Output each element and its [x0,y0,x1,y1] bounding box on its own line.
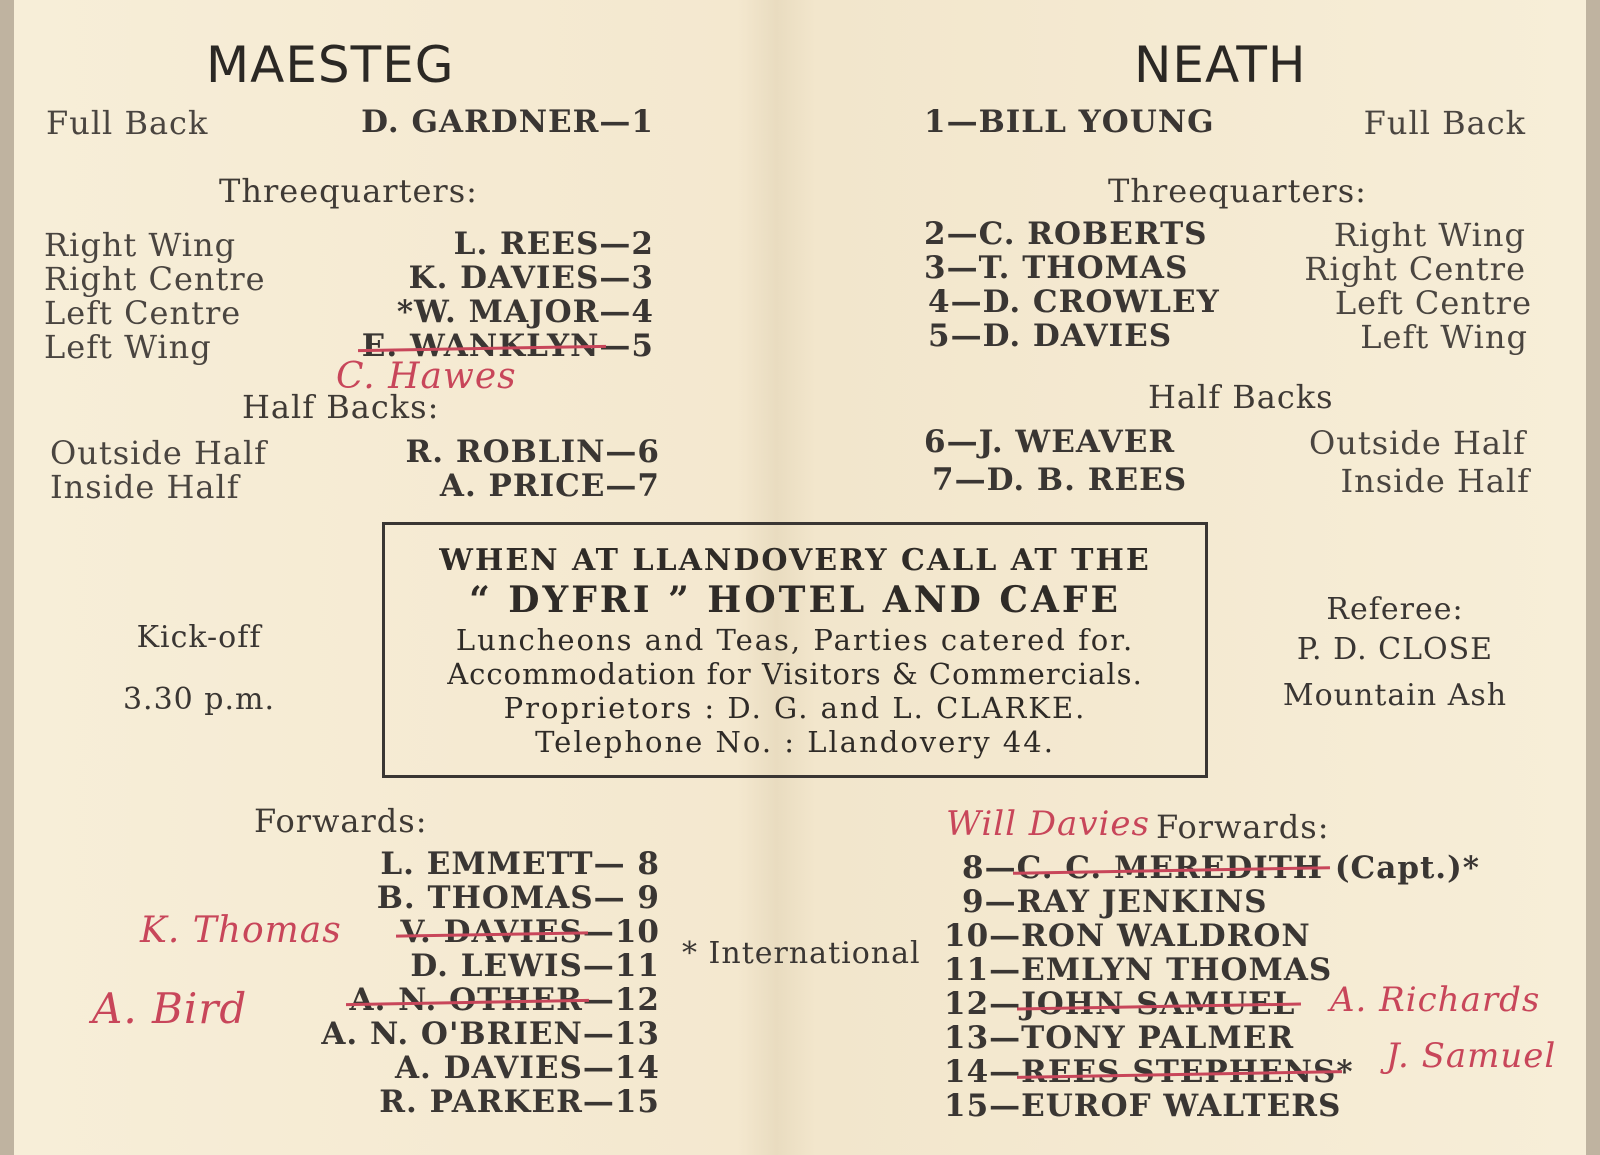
neath-tq-player-4: 5—D. DAVIES [928,318,1173,354]
struck-name: REES STEPHENS [1021,1054,1337,1090]
neath-hb-position-2: Inside Half [1340,462,1530,500]
maesteg-hb-player-2: A. PRICE—7 [439,468,660,504]
neath-hb-player-1: 6—J. WEAVER [924,424,1176,460]
advert-line: “ DYFRI ” HOTEL AND CAFE [469,579,1121,621]
neath-forward: 12—JOHN SAMUEL [944,986,1296,1022]
struck-name: V. DAVIES [400,914,583,950]
neath-forward: 14—REES STEPHENS* [944,1054,1354,1090]
maesteg-forward: A. N. O'BRIEN—13 [321,1016,660,1052]
advert-line: Luncheons and Teas, Parties catered for. [455,623,1135,657]
neath-forward: 13—TONY PALMER [944,1020,1295,1056]
advert-line: WHEN AT LLANDOVERY CALL AT THE [439,543,1151,578]
maesteg-hb-position-2: Inside Half [50,468,240,506]
struck-name: C. C. MEREDITH [1016,850,1324,886]
maesteg-tq-player-1: L. REES—2 [453,226,654,262]
maesteg-hb-position-1: Outside Half [50,434,268,472]
advert-line: Telephone No. : Llandovery 44. [535,725,1055,759]
handwritten-replacement: A. Bird [92,984,248,1033]
advert-box [382,522,1208,778]
neath-halfbacks-heading: Half Backs [1148,378,1334,416]
neath-tq-player-2: 3—T. THOMAS [924,250,1189,286]
neath-hb-position-1: Outside Half [1308,424,1526,462]
maesteg-tq-player-2: K. DAVIES—3 [408,260,654,296]
referee-town: Mountain Ash [1282,678,1508,713]
international-note: * International [682,936,921,971]
maesteg-forward: V. DAVIES—10 [400,914,660,950]
handwritten-replacement: C. Hawes [336,356,517,397]
neath-tq-position-1: Right Wing [1333,216,1526,254]
maesteg-tq-player-3: *W. MAJOR—4 [396,294,654,330]
advert-line: Accommodation for Visitors & Commercials. [447,657,1143,691]
neath-forward: 11—EMLYN THOMAS [944,952,1333,988]
struck-name: E. WANKLYN [361,328,600,364]
maesteg-tq-position-1: Right Wing [44,226,237,264]
handwritten-replacement: J. Samuel [1386,1036,1557,1076]
neath-fullback-position: Full Back [1363,104,1526,142]
handwritten-replacement: Will Davies [946,804,1150,844]
maesteg-forward: A. DAVIES—14 [394,1050,660,1086]
maesteg-forward: A. N. OTHER—12 [349,982,660,1018]
forward-number: 8— [962,850,1017,886]
handwritten-replacement: A. Richards [1330,980,1541,1020]
maesteg-fullback-position: Full Back [46,104,209,142]
maesteg-tq-position-2: Right Centre [44,260,266,298]
maesteg-forward: R. PARKER—15 [379,1084,660,1120]
maesteg-forwards-heading: Forwards: [254,802,428,840]
maesteg-threequarters-heading: Threequarters: [219,172,478,210]
neath-forwards-heading: Forwards: [1156,808,1330,846]
maesteg-tq-player-4: E. WANKLYN—5 [361,328,654,364]
neath-tq-position-4: Left Wing [1360,318,1528,356]
neath-forward: 10—RON WALDRON [944,918,1311,954]
neath-forward: 15—EUROF WALTERS [944,1088,1342,1124]
neath-fullback-player: 1—BILL YOUNG [924,104,1215,140]
struck-name: A. N. OTHER [349,982,583,1018]
neath-tq-player-1: 2—C. ROBERTS [924,216,1208,252]
maesteg-forward: B. THOMAS— 9 [376,880,660,916]
advert-line: Proprietors : D. G. and L. CLARKE. [503,691,1087,725]
neath-team-name: NEATH [1134,36,1307,94]
neath-forward: 9—RAY JENKINS [962,884,1268,920]
maesteg-fullback-player: D. GARDNER—1 [361,104,654,140]
neath-forward [962,850,1480,886]
maesteg-tq-position-4: Left Wing [44,328,212,366]
maesteg-tq-position-3: Left Centre [44,294,242,332]
maesteg-forward: D. LEWIS—11 [410,948,660,984]
captain-marker: (Capt.)* [1323,850,1480,886]
referee-name: P. D. CLOSE [1296,632,1494,667]
maesteg-forward: L. EMMETT— 8 [380,846,660,882]
neath-tq-position-2: Right Centre [1304,250,1526,288]
handwritten-replacement: K. Thomas [140,910,342,951]
neath-threequarters-heading: Threequarters: [1108,172,1367,210]
kickoff-label: Kick-off [136,620,262,655]
referee-label: Referee: [1326,592,1464,627]
neath-hb-player-2: 7—D. B. REES [932,462,1188,498]
neath-tq-player-3: 4—D. CROWLEY [928,284,1220,320]
kickoff-time: 3.30 p.m. [122,682,276,717]
neath-tq-position-3: Left Centre [1334,284,1532,322]
struck-name: JOHN SAMUEL [1021,986,1296,1022]
maesteg-hb-player-1: R. ROBLIN—6 [405,434,660,470]
maesteg-team-name: MAESTEG [206,36,455,94]
maesteg-halfbacks-heading: Half Backs: [242,388,440,426]
